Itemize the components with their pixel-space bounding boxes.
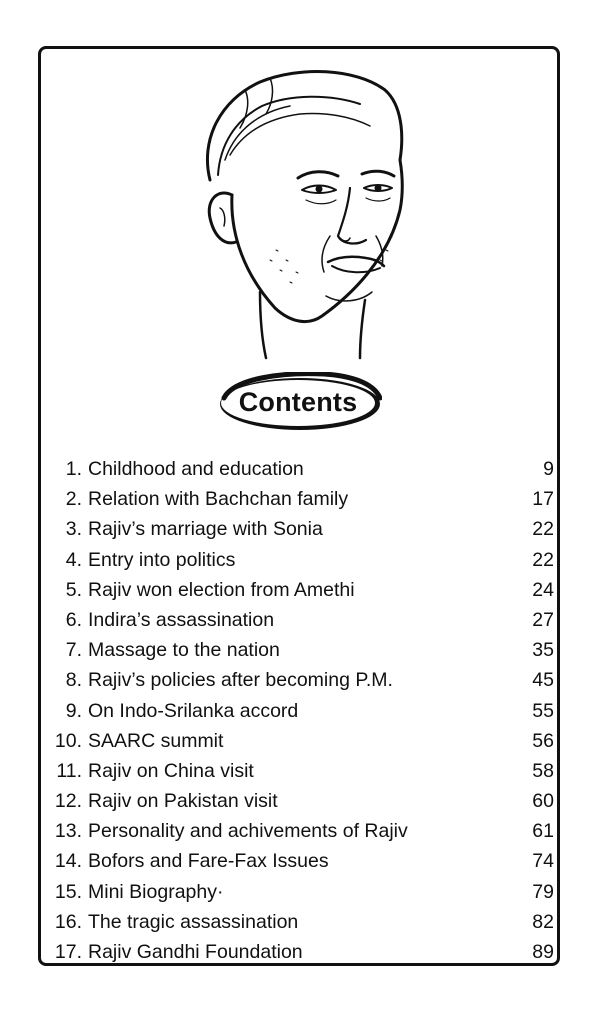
toc-entry-title: Entry into politics — [88, 548, 236, 571]
toc-entry-page: 22 — [532, 518, 554, 541]
toc-entry[interactable] — [48, 484, 554, 514]
toc-entry-page: 60 — [532, 790, 554, 813]
toc-entry-number: 3. — [65, 518, 82, 541]
toc-entry-page: 74 — [532, 850, 554, 873]
toc-entry-title: Indira’s assassination — [88, 608, 275, 631]
toc-entry-number: 15. — [54, 880, 82, 903]
toc-entry-number: 2. — [65, 488, 82, 511]
toc-entry-page: 56 — [532, 729, 554, 752]
toc-entry-page: 22 — [532, 548, 554, 571]
toc-entry[interactable] — [48, 454, 554, 484]
toc-entry-page: 27 — [532, 608, 554, 631]
toc-entry-number: 11. — [56, 759, 82, 782]
toc-entry-page: 45 — [532, 669, 554, 692]
toc-entry-page: 24 — [532, 578, 554, 601]
toc-entry-title: The tragic assassination — [88, 910, 299, 933]
toc-entry-title: Personality and achivements of Rajiv — [88, 820, 408, 843]
toc-entry-title: Massage to the nation — [88, 639, 280, 662]
toc-entry-title: Mini Biography· — [88, 880, 224, 903]
toc-entry-number: 14. — [54, 850, 82, 873]
toc-entry-page: 17 — [532, 488, 554, 511]
toc-entry[interactable] — [48, 816, 554, 846]
toc-entry-title: Rajiv on China visit — [88, 759, 254, 782]
toc-entry-number: 17. — [54, 941, 82, 963]
toc-entry-number: 7. — [65, 639, 82, 662]
portrait-illustration — [190, 60, 420, 360]
toc-entry-number: 1. — [65, 458, 82, 480]
toc-entry-title: Rajiv’s marriage with Sonia — [88, 518, 323, 541]
toc-entry-number: 10. — [54, 729, 82, 752]
toc-entry[interactable] — [48, 635, 554, 665]
toc-entry[interactable] — [48, 696, 554, 726]
toc-entry-page: 61 — [532, 820, 554, 843]
toc-entry-title: Rajiv on Pakistan visit — [88, 790, 278, 813]
toc-entry-number: 16. — [54, 910, 82, 933]
toc-entry-title: On Indo-Srilanka accord — [88, 699, 299, 722]
toc-entry-page: 89 — [532, 941, 554, 963]
toc-entry-page: 55 — [532, 699, 554, 722]
toc-entry-title: Rajiv Gandhi Foundation — [88, 941, 303, 963]
toc-entry-title: Childhood and education — [88, 458, 304, 480]
toc-entry-page: 9 — [543, 458, 554, 480]
toc-entry[interactable] — [48, 846, 554, 876]
toc-entry[interactable] — [48, 575, 554, 605]
toc-entry-number: 4. — [65, 548, 82, 571]
toc-entry-page: 82 — [532, 910, 554, 933]
toc-entry-page: 79 — [532, 880, 554, 903]
toc-entry-number: 13. — [54, 820, 82, 843]
toc-entry[interactable] — [48, 726, 554, 756]
toc-entry-title: Relation with Bachchan family — [88, 488, 349, 511]
toc-entry-page: 35 — [532, 639, 554, 662]
toc-entry-number: 5. — [65, 578, 82, 601]
toc-entry[interactable] — [48, 786, 554, 816]
toc-entry-page: 58 — [532, 759, 554, 782]
toc-entry-number: 8. — [65, 669, 82, 692]
toc-entry[interactable] — [48, 514, 554, 544]
toc-entry[interactable] — [48, 937, 554, 967]
toc-entry-number: 6. — [65, 608, 82, 631]
toc-entry-title: Bofors and Fare-Fax Issues — [88, 850, 329, 873]
table-of-contents — [48, 454, 554, 967]
toc-entry-title: Rajiv’s policies after becoming P.M. — [88, 669, 393, 692]
contents-heading: Contents — [238, 386, 358, 417]
toc-entry[interactable] — [48, 756, 554, 786]
toc-entry-number: 12. — [54, 790, 82, 813]
toc-entry[interactable] — [48, 665, 554, 695]
toc-entry[interactable] — [48, 605, 554, 635]
toc-entry[interactable] — [48, 907, 554, 937]
toc-entry-title: Rajiv won election from Amethi — [88, 578, 355, 601]
toc-entry-title: SAARC summit — [88, 729, 224, 752]
toc-entry-number: 9. — [65, 699, 82, 722]
toc-entry[interactable] — [48, 877, 554, 907]
toc-entry[interactable] — [48, 545, 554, 575]
